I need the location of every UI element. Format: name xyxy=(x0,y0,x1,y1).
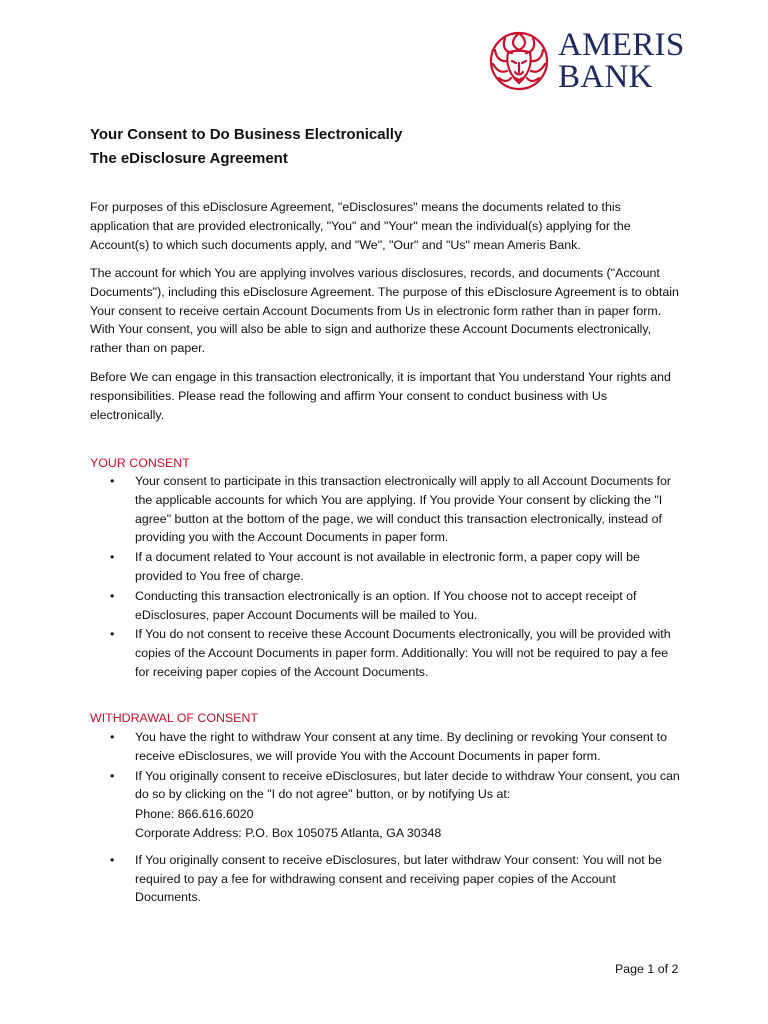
list-item xyxy=(90,587,682,625)
list-item xyxy=(90,851,682,907)
list-item xyxy=(90,767,682,805)
list-item xyxy=(90,625,682,681)
withdrawal-heading: WITHDRAWAL OF CONSENT xyxy=(90,711,258,725)
bullet-marker: • xyxy=(110,550,115,565)
bullet-text: Your consent to participate in this transaction electronically will apply to all Account Documents for the applicable accounts for which You are applying. If You provide Your consent by clicking the "I agree" button at the bottom of the page, we will conduct this transaction electronically, instead of providing you with the Account Documents in paper form. xyxy=(135,474,672,545)
contact-info xyxy=(90,805,682,843)
bank-name xyxy=(558,29,685,93)
document-title: Your Consent to Do Business Electronically xyxy=(90,126,403,143)
lion-icon xyxy=(488,28,550,94)
bank-name-line-2: BANK xyxy=(558,59,653,95)
bullet-text: If a document related to Your account is not available in electronic form, a paper copy will be provided to You free of charge. xyxy=(135,550,640,583)
bullet-text: Conducting this transaction electronically is an option. If You choose not to accept receipt of eDisclosures, paper Account Documents will be mailed to You. xyxy=(135,588,637,622)
bullet-marker: • xyxy=(110,588,115,603)
bullet-marker: • xyxy=(110,474,115,488)
intro-paragraph-definitions: For purposes of this eDisclosure Agreement, "eDisclosures" means the documents related to this application that are provided electronically, "You" and "Your" mean the individual(s) applying for the Account(s) to which such documents apply, and "We", "Our" and "Us" mean Ameris Bank. xyxy=(90,200,631,252)
list-item xyxy=(90,728,682,766)
bullet-marker: • xyxy=(110,627,115,642)
page-number: Page 1 of 2 xyxy=(615,962,679,976)
bank-name-line-1: AMERIS xyxy=(558,27,685,63)
document-subtitle: The eDisclosure Agreement xyxy=(90,150,288,167)
withdrawal-list xyxy=(90,728,682,908)
corporate-address: Corporate Address: P.O. Box 105075 Atlanta, GA 30348 xyxy=(135,825,442,840)
bullet-text: If You originally consent to receive eDisclosures, but later withdraw Your consent: You will not be required to pay a fee for withdrawing consent and receiving paper copies of the Account Documents. xyxy=(135,852,662,905)
bullet-marker: • xyxy=(110,730,115,744)
list-item xyxy=(90,472,682,547)
intro-paragraph-purpose: The account for which You are applying involves various disclosures, records, and documents ("Account Documents"), including this eDisclosure Agreement. The purpose of this eDisclosure Agreement is to obtain Your consent to receive certain Account Documents from Us in electronic form rather than in paper form. With Your consent, you will also be able to sign and authorize these Account Documents electronically, rather than on paper. xyxy=(90,266,679,356)
bullet-marker: • xyxy=(110,768,115,783)
your-consent-heading: YOUR CONSENT xyxy=(90,456,190,470)
bullet-text: You have the right to withdraw Your consent at any time. By declining or revoking Your consent to receive eDisclosures, we will provide You with the Account Documents in paper form. xyxy=(135,730,667,763)
intro-paragraph-rights: Before We can engage in this transaction electronically, it is important that You understand Your rights and responsibilities. Please read the following and affirm Your consent to conduct business with Us electronically. xyxy=(90,370,671,422)
bullet-marker: • xyxy=(110,852,115,867)
list-item xyxy=(90,548,682,586)
document-titles xyxy=(90,123,402,171)
phone-number: Phone: 866.616.6020 xyxy=(135,807,254,822)
bullet-text: If You originally consent to receive eDisclosures, but later decide to withdraw Your consent, you can do so by clicking on the "I do not agree" button, or by notifying Us at: xyxy=(135,768,680,802)
ameris-bank-logo xyxy=(488,28,685,94)
bullet-text: If You do not consent to receive these Account Documents electronically, you will be provided with copies of the Account Documents in paper form. Additionally: You will not be required to pay a fee for receiving paper copies of the Account Documents. xyxy=(135,627,671,679)
your-consent-list xyxy=(90,472,682,683)
